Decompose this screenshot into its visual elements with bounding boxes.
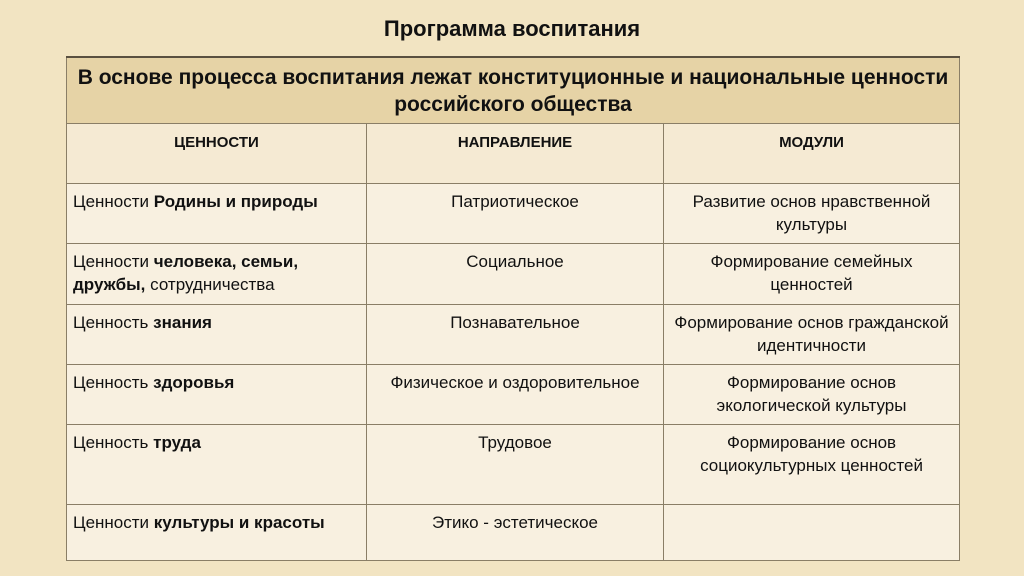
module-cell: Формирование основ социокультурных ценностей xyxy=(664,424,960,504)
value-prefix: Ценность xyxy=(73,372,154,392)
value-cell xyxy=(67,304,367,364)
value-highlight: знания xyxy=(153,312,212,332)
direction-cell: Физическое и оздоровительное xyxy=(367,364,664,424)
value-highlight: здоровья xyxy=(153,372,235,392)
value-cell xyxy=(67,424,367,504)
value-prefix: Ценность xyxy=(73,312,154,332)
value-suffix: сотрудничества xyxy=(145,274,275,294)
value-cell xyxy=(67,243,367,304)
value-prefix: Ценности xyxy=(73,512,154,532)
table-row xyxy=(67,304,960,364)
module-cell xyxy=(664,504,960,560)
direction-cell: Социальное xyxy=(367,243,664,304)
table-row xyxy=(67,424,960,504)
table-row xyxy=(67,364,960,424)
module-cell: Формирование основ гражданской идентичности xyxy=(664,304,960,364)
direction-cell: Познавательное xyxy=(367,304,664,364)
value-cell xyxy=(67,504,367,560)
table-header-row xyxy=(67,57,960,123)
table-row xyxy=(67,243,960,304)
direction-cell: Этико - эстетическое xyxy=(367,504,664,560)
module-cell: Формирование семейных ценностей xyxy=(664,243,960,304)
direction-cell: Трудовое xyxy=(367,424,664,504)
value-prefix: Ценности xyxy=(73,251,154,271)
value-highlight: Родины и природы xyxy=(153,191,318,211)
column-header-row xyxy=(67,123,960,183)
column-header-modules: МОДУЛИ xyxy=(664,123,960,183)
table-row xyxy=(67,183,960,243)
column-header-direction: НАПРАВЛЕНИЕ xyxy=(367,123,664,183)
value-prefix: Ценность xyxy=(73,432,154,452)
value-highlight: труда xyxy=(153,432,201,452)
value-prefix: Ценности xyxy=(73,191,154,211)
value-highlight: человека, семьи, дружбы, xyxy=(73,251,299,294)
value-cell xyxy=(67,364,367,424)
module-cell: Развитие основ нравственной культуры xyxy=(664,183,960,243)
direction-cell: Патриотическое xyxy=(367,183,664,243)
table-row xyxy=(67,504,960,560)
module-cell: Формирование основ экологической культуры xyxy=(664,364,960,424)
table-header: В основе процесса воспитания лежат конституционные и национальные ценности российского общества xyxy=(67,57,960,123)
values-table xyxy=(66,56,960,561)
value-cell xyxy=(67,183,367,243)
value-highlight: культуры и красоты xyxy=(153,512,325,532)
column-header-values: ЦЕННОСТИ xyxy=(67,123,367,183)
page-title: Программа воспитания xyxy=(383,16,641,41)
